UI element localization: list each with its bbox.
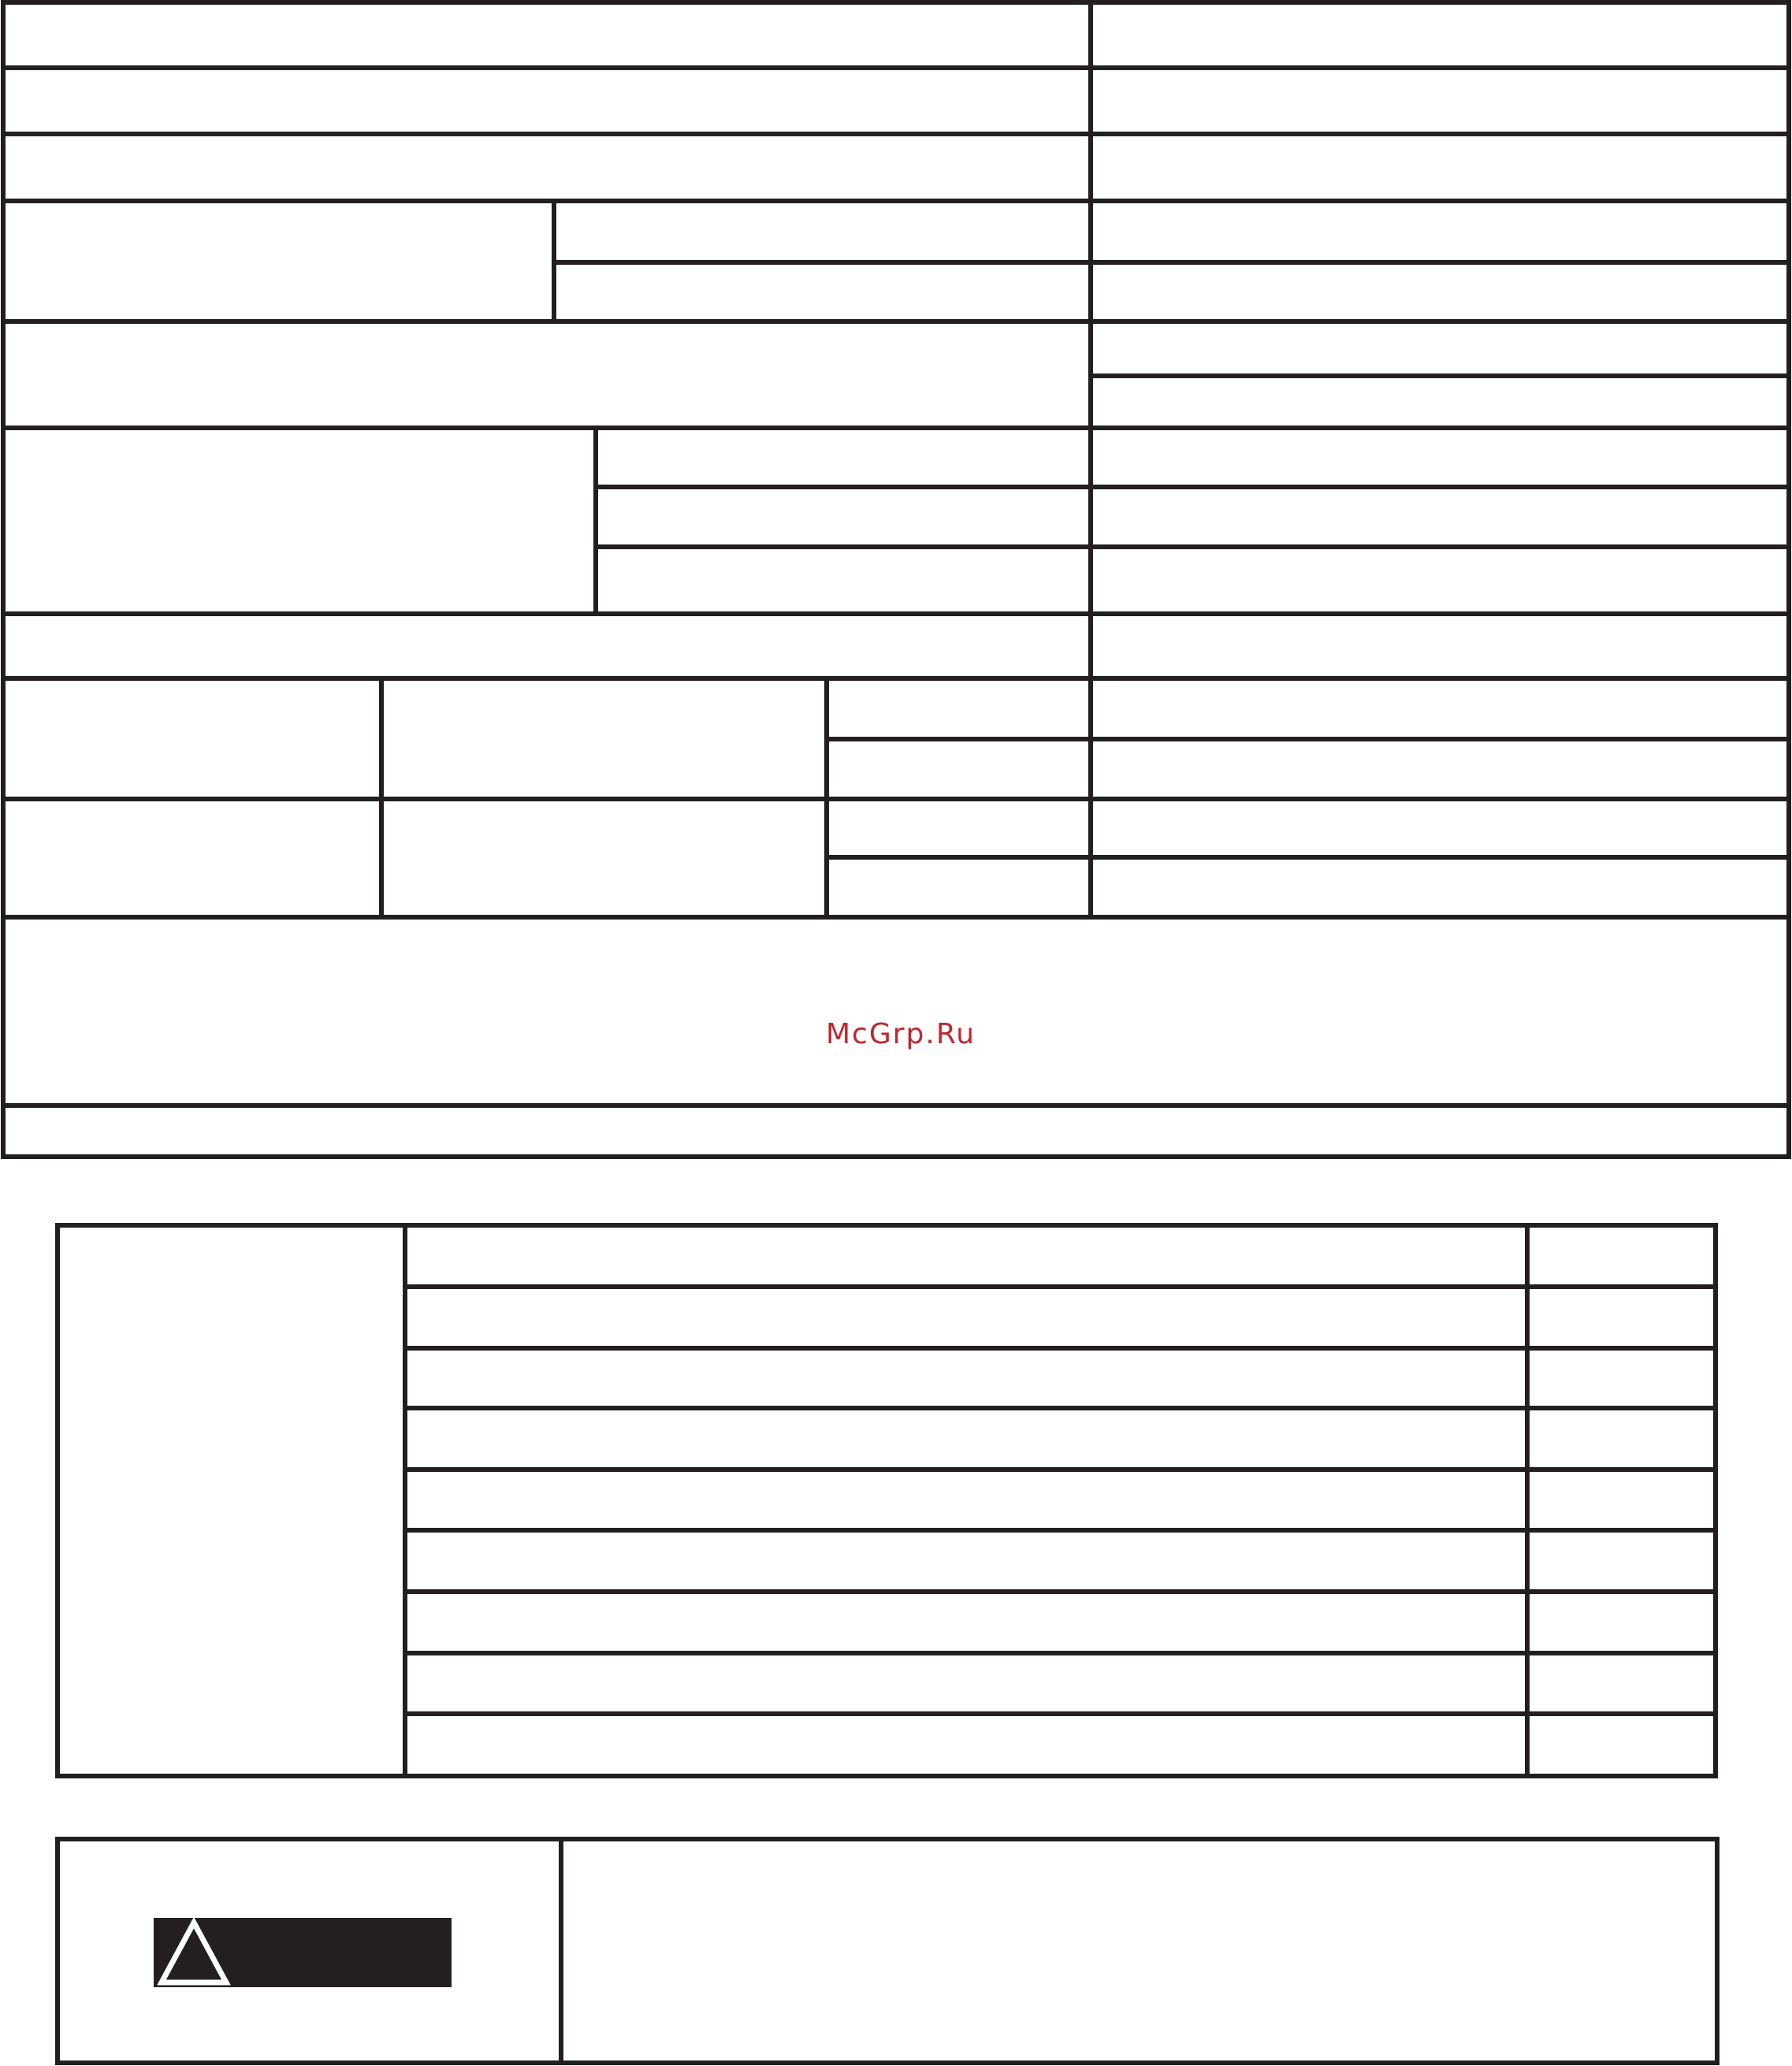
specification-table-border (3, 2, 1789, 1157)
specification-table (3, 2, 1789, 1157)
warning-label (154, 1918, 452, 1987)
list-table (58, 1225, 1716, 1776)
list-table-border (58, 1225, 1716, 1776)
watermark-text: McGrp.Ru (825, 1018, 976, 1050)
